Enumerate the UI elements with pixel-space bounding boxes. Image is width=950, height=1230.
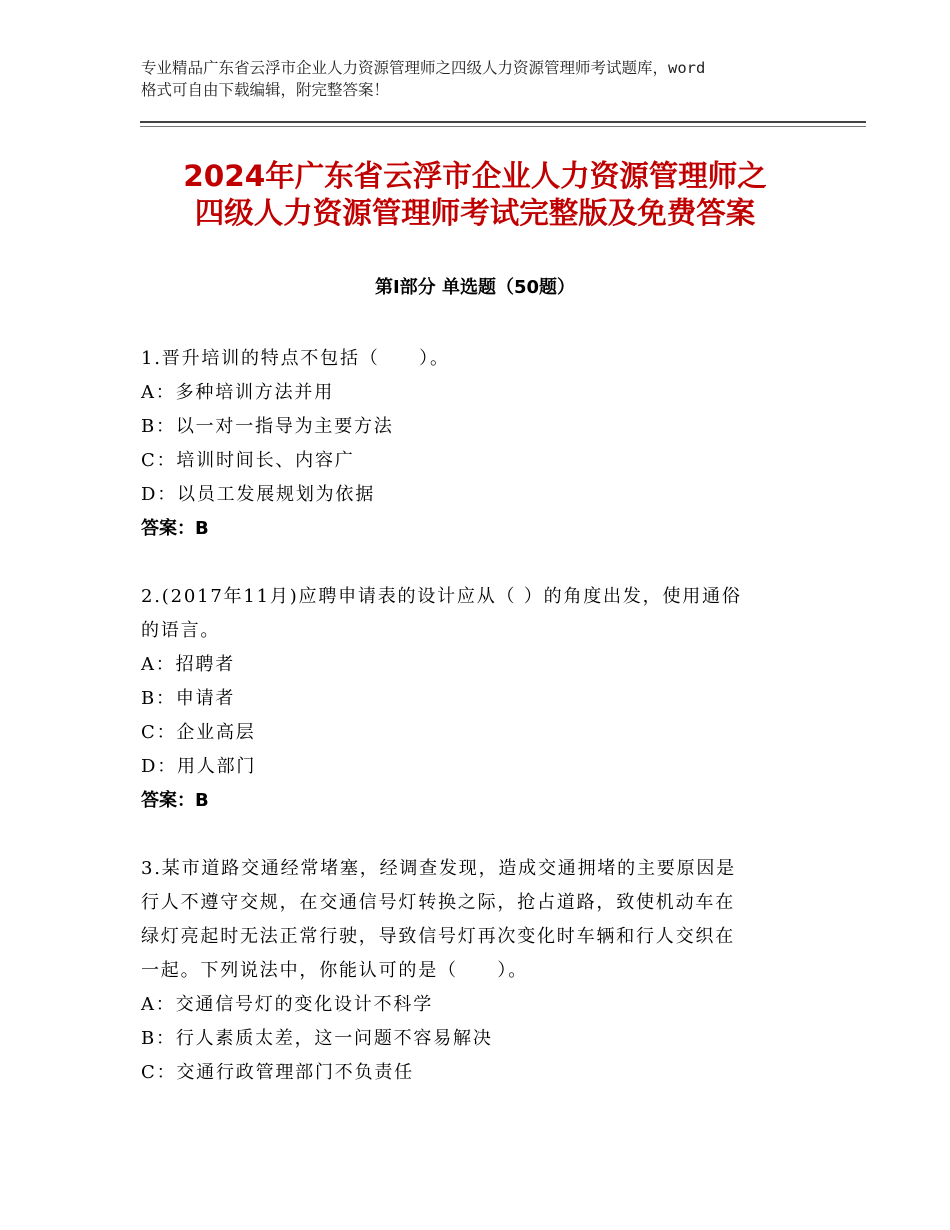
- answer-option: B：申请者: [141, 688, 236, 709]
- answer-option: D：用人部门: [141, 756, 257, 777]
- question-text: 3.某市道路交通经常堵塞，经调查发现，造成交通拥堵的主要原因是: [141, 858, 736, 879]
- question-item: [141, 852, 811, 1090]
- answer-option: D：以员工发展规划为依据: [141, 484, 376, 505]
- title-line: 四级人力资源管理师考试完整版及免费答案: [194, 196, 756, 230]
- question-text: 行人不遵守交规，在交通信号灯转换之际，抢占道路，致使机动车在: [141, 892, 735, 913]
- question-text: 的语言。: [141, 620, 221, 641]
- question-list: [141, 342, 811, 1124]
- answer-option: A：招聘者: [141, 654, 235, 675]
- question-item: [141, 580, 811, 818]
- section-title: 第Ⅰ部分 单选题（50题）: [374, 277, 575, 298]
- header-note-line: 格式可自由下载编辑，附完整答案！: [141, 81, 390, 99]
- question-text: 一起。下列说法中，你能认可的是（ ）。: [141, 960, 528, 981]
- question-item: [141, 342, 811, 546]
- question-text: 2.(2017年11月)应聘申请表的设计应从（ ）的角度出发，使用通俗: [141, 586, 742, 607]
- question-text: 1.晋升培训的特点不包括（ ）。: [141, 348, 450, 369]
- header-note-line: 专业精品广东省云浮市企业人力资源管理师之四级人力资源管理师考试题库，word: [141, 59, 706, 77]
- document-title: [100, 158, 850, 232]
- answer-option: C：交通行政管理部门不负责任: [141, 1062, 414, 1083]
- answer-option: A：多种培训方法并用: [141, 382, 334, 403]
- answer-option: B：以一对一指导为主要方法: [141, 416, 394, 437]
- answer-option: C：企业高层: [141, 722, 256, 743]
- header-divider-thin: [140, 126, 866, 127]
- answer-key: 答案：B: [141, 518, 209, 539]
- answer-option: B：行人素质太差，这一问题不容易解决: [141, 1028, 493, 1049]
- answer-key: 答案：B: [141, 790, 209, 811]
- header-divider-thick: [140, 121, 866, 123]
- question-text: 绿灯亮起时无法正常行驶，导致信号灯再次变化时车辆和行人交织在: [141, 926, 735, 947]
- header-note: [141, 57, 841, 101]
- answer-option: C：培训时间长、内容广: [141, 450, 355, 471]
- answer-option: A：交通信号灯的变化设计不科学: [141, 994, 433, 1015]
- title-line: 2024年广东省云浮市企业人力资源管理师之: [183, 159, 767, 193]
